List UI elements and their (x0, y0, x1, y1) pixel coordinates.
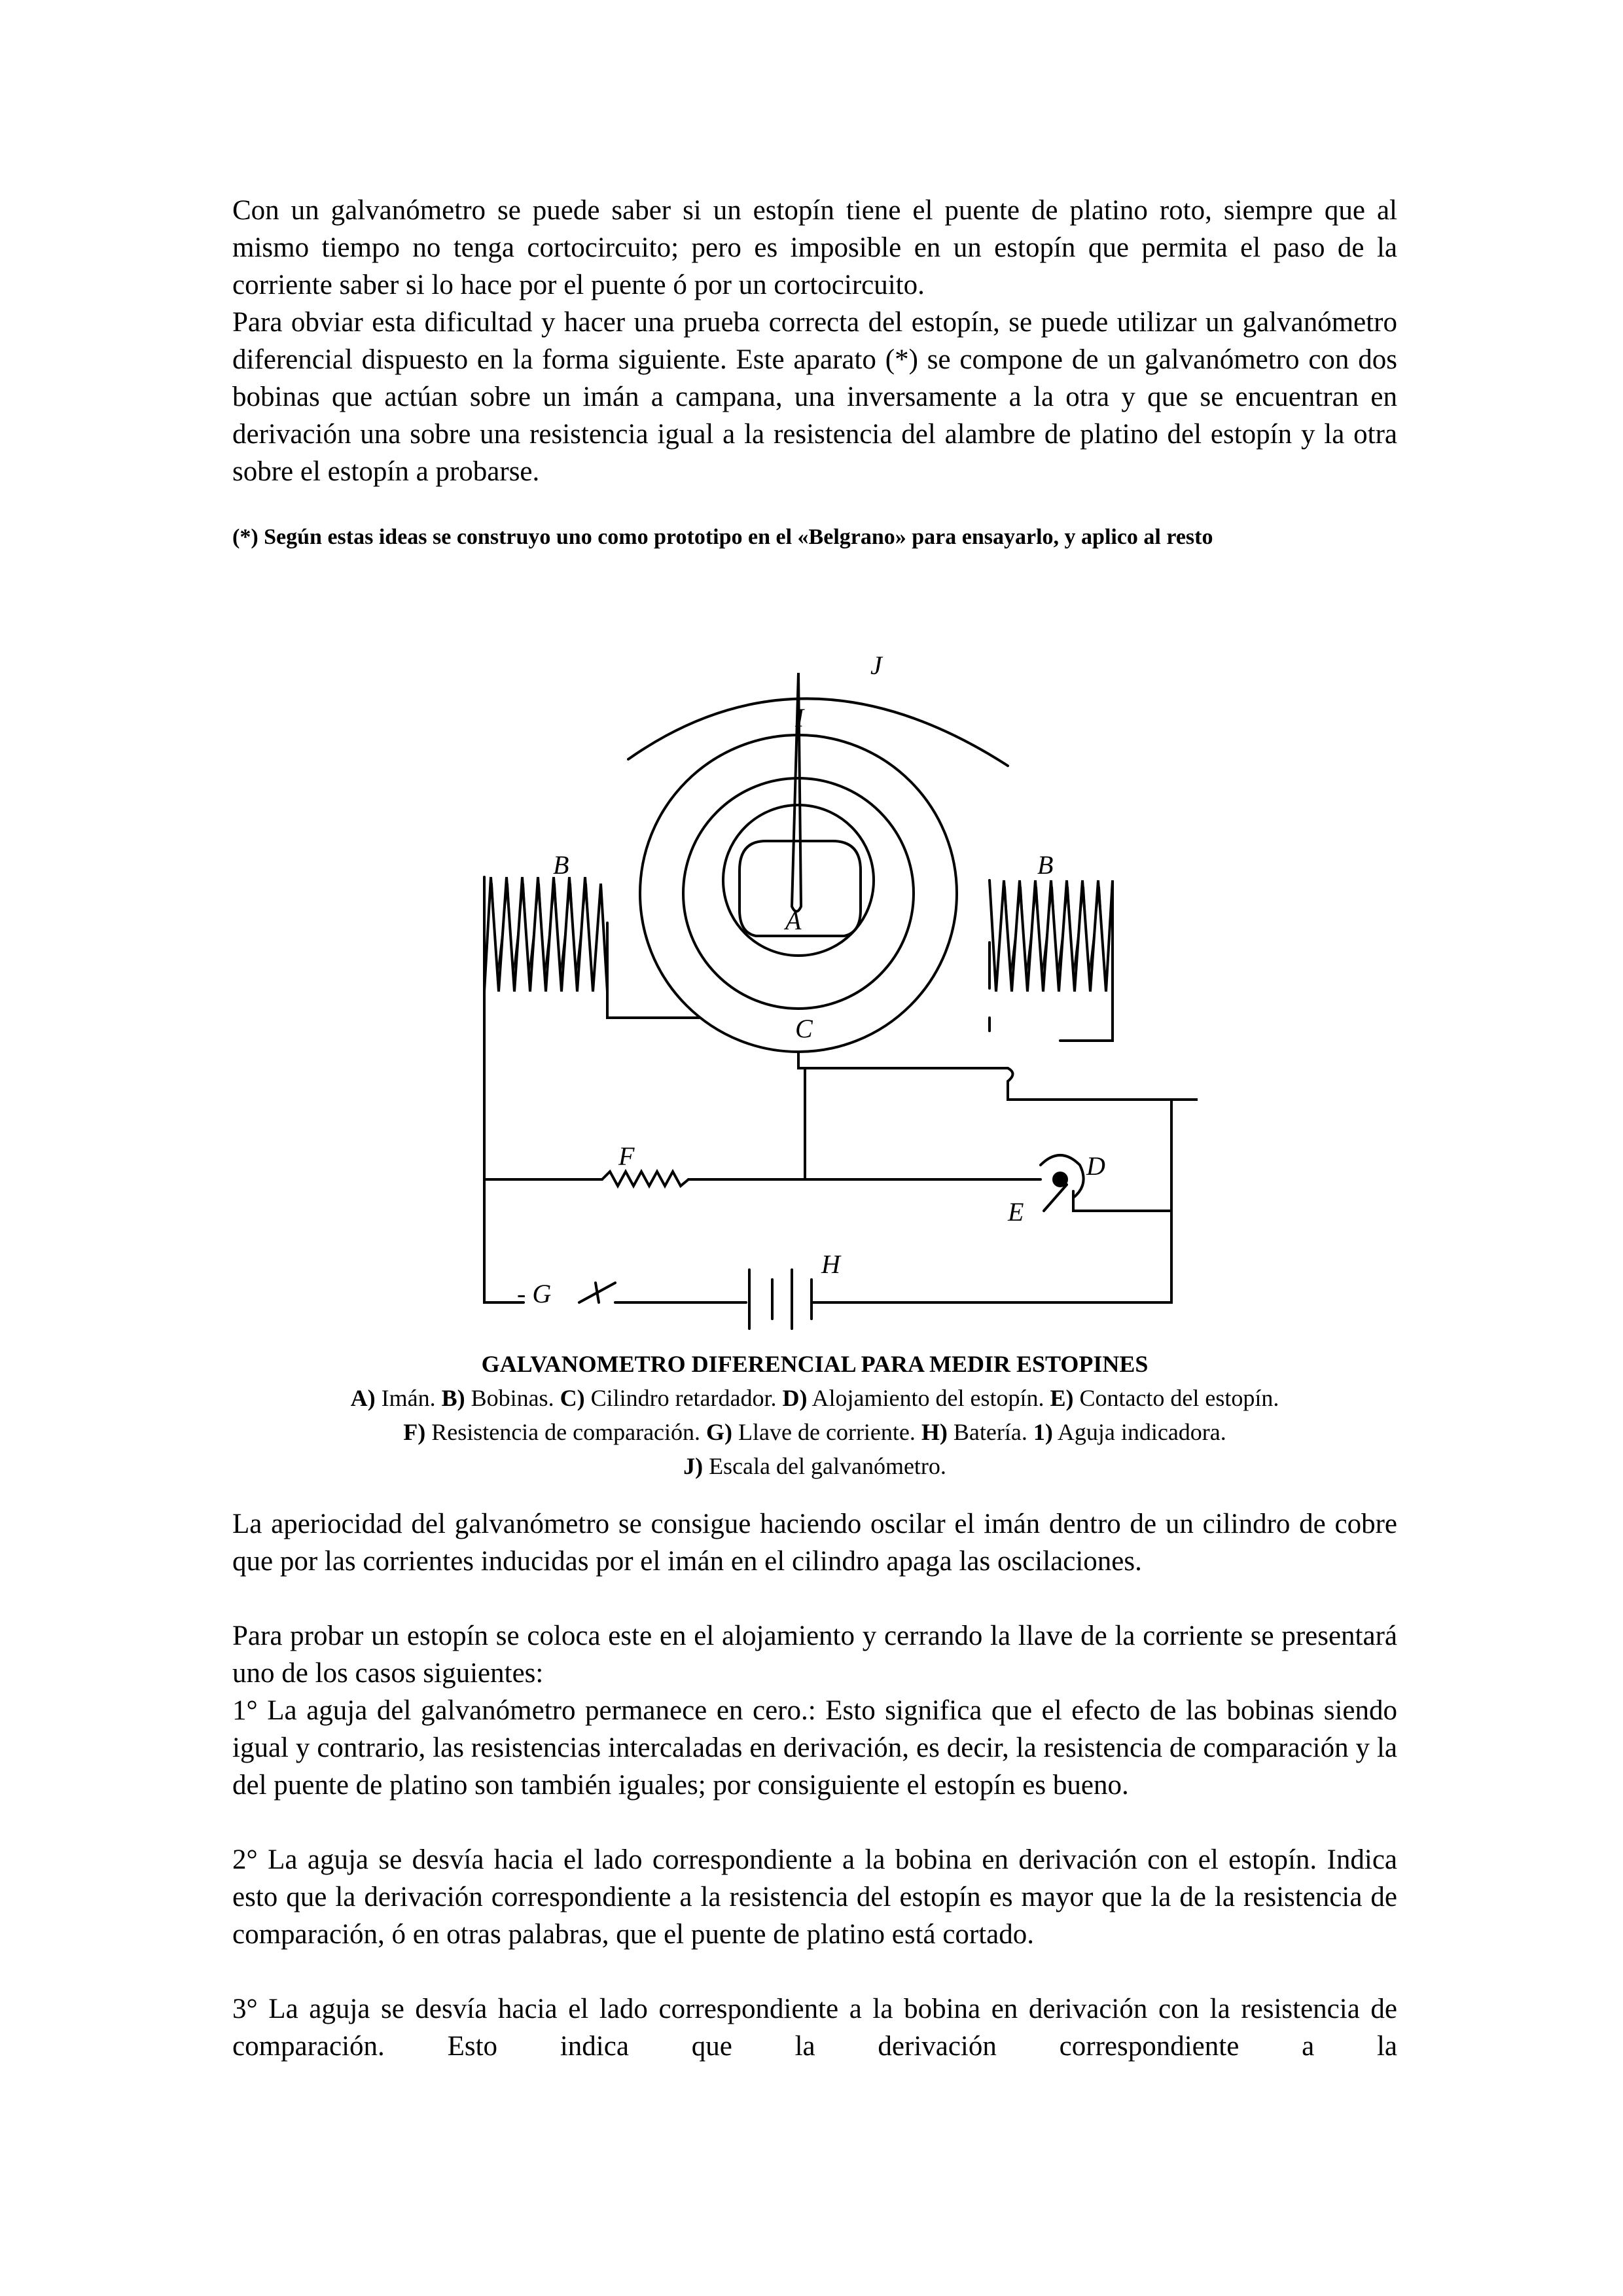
label-h: H (821, 1249, 840, 1279)
paragraph-5: 1° La aguja del galvanómetro permanece en cero.: Esto significa que el efecto de las bobinas siendo igual y contrario, las resistencias intercaladas en derivación, es decir, la resistencia de comparación y la del puente de platino son también iguales; por consiguiente el estopín es bueno. (232, 1695, 1397, 1801)
wire-middle-bus (798, 1052, 1008, 1068)
switch-g-cross (596, 1283, 599, 1302)
figure-caption-line-2: F) Resistencia de comparación. G) Llave de corriente. H) Batería. 1) Aguja indicadora. (403, 1419, 1226, 1445)
contact-e (1044, 1185, 1067, 1211)
figure-caption-line-1: A) Imán. B) Bobinas. C) Cilindro retardador. D) Alojamiento del estopín. E) Contacto del estopín. (350, 1385, 1279, 1411)
label-e: E (1008, 1197, 1024, 1227)
scale-arc (628, 698, 1008, 766)
resistance-f (602, 1172, 688, 1186)
paragraph-4: Para probar un estopín se coloca este en el alojamiento y cerrando la llave de la corriente se presentará uno de los casos siguientes: (232, 1621, 1397, 1689)
footnote: (*) Según estas ideas se construyo uno como prototipo en el «Belgrano» para ensayarlo, y aplico al resto (232, 525, 1213, 549)
label-i: I (795, 703, 804, 732)
label-a: A (785, 906, 802, 935)
wire-bottom-right (812, 1211, 1171, 1302)
paragraph-3: La aperiocidad del galvanómetro se consigue haciendo oscilar el imán dentro de un cilindro de cobre que por las corrientes inducidas por el imán en el cilindro apaga las oscilaciones. (232, 1509, 1397, 1577)
paragraph-7: 3° La aguja se desvía hacia el lado correspondiente a la bobina en derivación con la resistencia de comparación. Esto indica que la derivación correspondiente a la (232, 1994, 1397, 2062)
galvanometer-diagram (452, 648, 1198, 1342)
wire-right-jump (1008, 1068, 1198, 1100)
cartridge-d-dot (1054, 1173, 1067, 1186)
label-b-left: B (553, 850, 569, 880)
wire-right-coil-end (1060, 992, 1113, 1041)
label-g: - G (517, 1279, 552, 1308)
figure-caption-title: GALVANOMETRO DIFERENCIAL PARA MEDIR ESTOPINES (481, 1351, 1149, 1377)
paragraph-6: 2° La aguja se desvía hacia el lado correspondiente a la bobina en derivación con el estopín. Indica esto que la derivación correspondiente a la resistencia del estopín es mayor que la de la resistencia de comparación, ó en otras palabras, que el puente de platino está cortado. (232, 1844, 1397, 1950)
paragraph-1: Con un galvanómetro se puede saber si un estopín tiene el puente de platino roto, siempre que al mismo tiempo no tenga cortocircuito; pero es imposible en un estopín que permita el paso de la corriente saber si lo hace por el puente ó por un cortocircuito. (232, 195, 1397, 300)
label-b-right: B (1037, 850, 1054, 880)
label-c: C (795, 1014, 813, 1043)
label-f: F (618, 1141, 635, 1171)
paragraph-2: Para obviar esta dificultad y hacer una prueba correcta del estopín, se puede utilizar un galvanómetro diferencial dispuesto en la forma siguiente. Este aparato (*) se compone de un galvanómetro con dos bobinas que actúan sobre un imán a campana, una inversamente a la otra y que se encuentran en derivación una sobre una resistencia igual a la resistencia del alambre de platino del estopín y la otra sobre el estopín a probarse. (232, 307, 1397, 487)
label-j: J (870, 651, 882, 680)
figure-caption-line-3: J) Escala del galvanómetro. (683, 1453, 946, 1479)
label-d: D (1086, 1151, 1105, 1181)
